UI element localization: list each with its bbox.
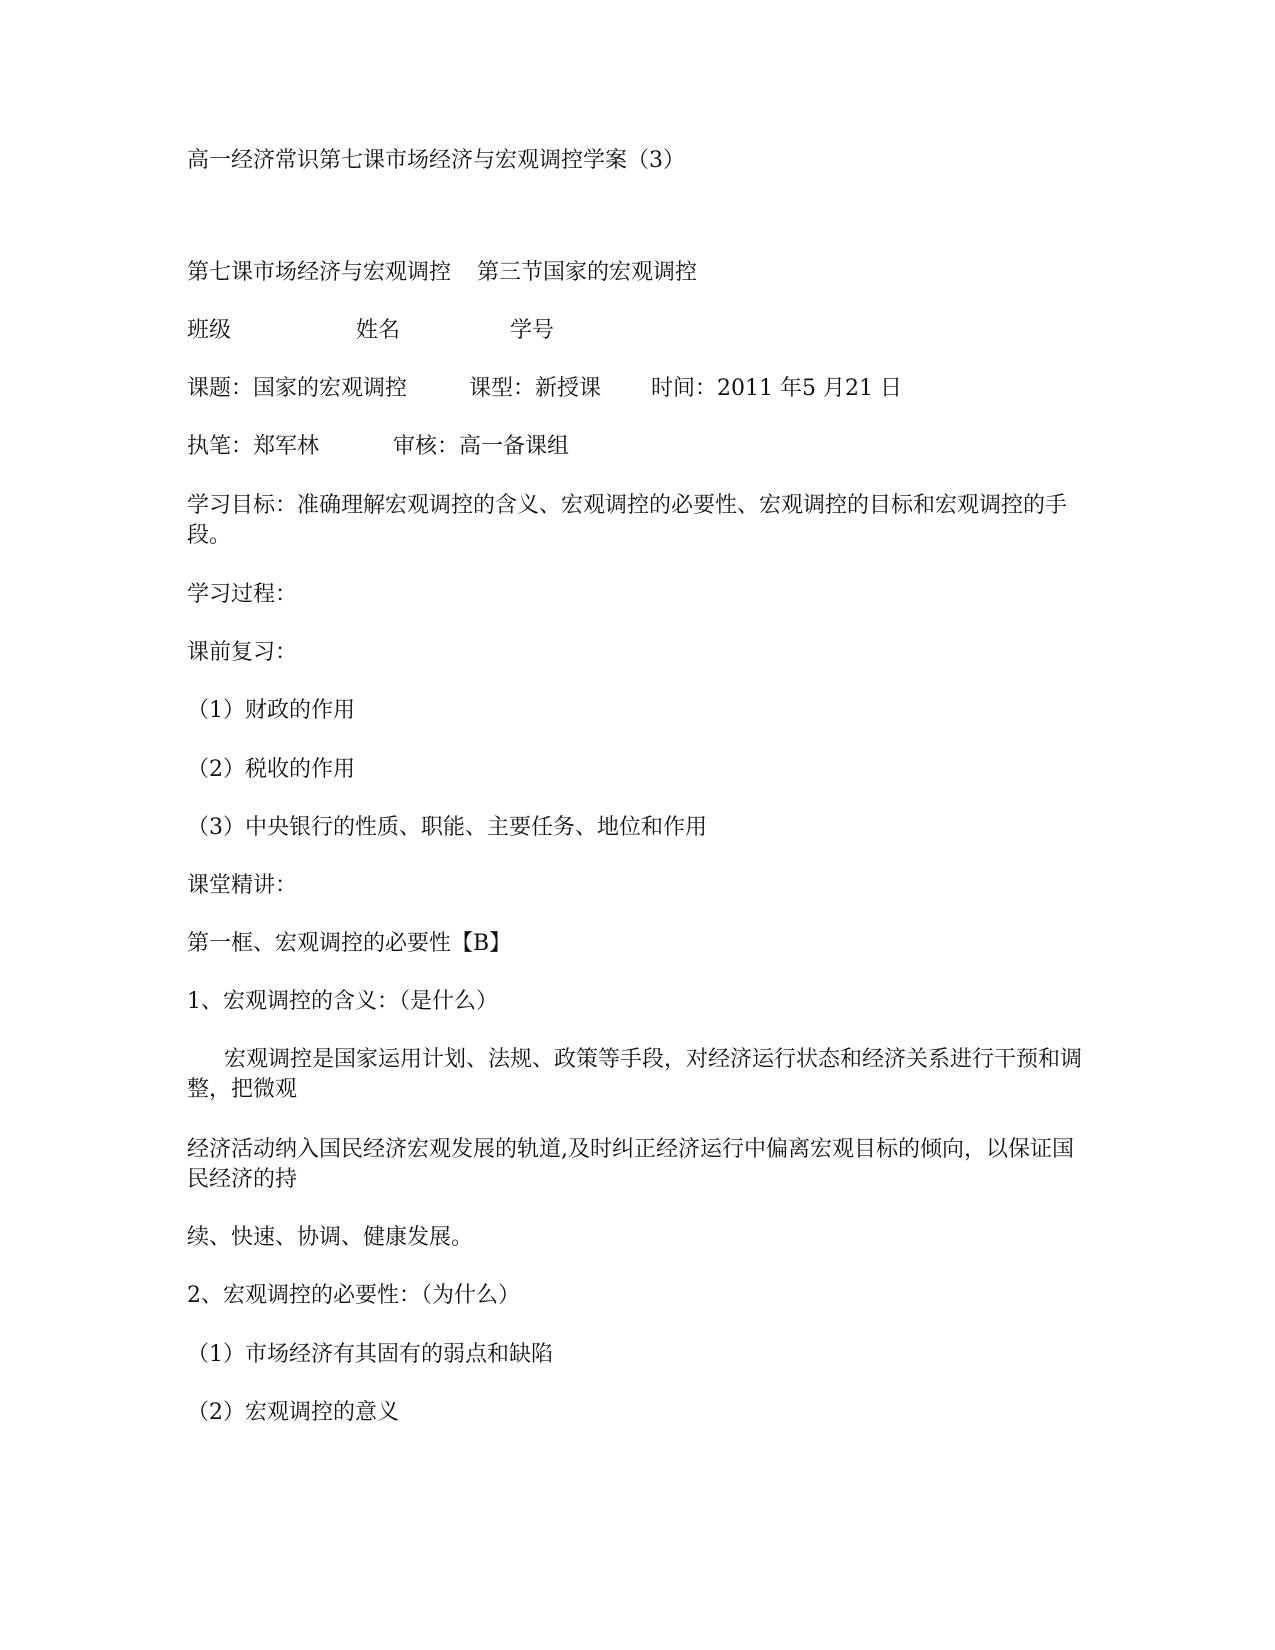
lecture-label: 课堂精讲： [187,873,298,898]
point2-title: 2、宏观调控的必要性：（为什么） [187,1283,520,1308]
review-item: （2）税收的作用 [187,757,355,782]
authors-line [187,432,569,462]
student-number-label: 学号 [510,318,555,343]
section-heading [187,258,697,288]
document-title: 高一经济常识第七课市场经济与宏观调控学案（3） [187,148,685,173]
student-info-line [187,316,554,346]
lesson-info-line [187,374,902,404]
review-label: 课前复习： [187,640,298,665]
lesson-topic: 课题：国家的宏观调控 [187,376,408,401]
lesson-time: 时间：2011 年5 月21 日 [651,376,902,401]
definition-paragraph-c: 续、快速、协调、健康发展。 [187,1225,474,1250]
frame1-title: 第一框、宏观调控的必要性【B】 [187,931,512,956]
review-item: （1）财政的作用 [187,698,355,723]
definition-paragraph-a: 宏观调控是国家运用计划、法规、政策等手段，对经济运行状态和经济关系进行干预和调整，把微观 [187,1047,1083,1102]
review-item: （3）中央银行的性质、职能、主要任务、地位和作用 [187,815,707,840]
learning-goals: 学习目标：准确理解宏观调控的含义、宏观调控的必要性、宏观调控的目标和宏观调控的手段。 [187,493,1068,548]
definition-paragraph-b: 经济活动纳入国民经济宏观发展的轨道,及时纠正经济运行中偏离宏观目标的倾向，以保证国民经济的持 [187,1137,1074,1192]
reviewer: 审核：高一备课组 [393,434,570,459]
name-label: 姓名 [356,318,401,343]
section-subheading: 第三节国家的宏观调控 [477,260,698,285]
necessity-item: （1）市场经济有其固有的弱点和缺陷 [187,1342,553,1367]
writer: 执笔：郑军林 [187,434,320,459]
lesson-type: 课型：新授课 [469,376,602,401]
learning-process-label: 学习过程： [187,582,298,607]
class-label: 班级 [187,318,232,343]
point1-title: 1、宏观调控的含义：（是什么） [187,989,498,1014]
necessity-item: （2）宏观调控的意义 [187,1400,399,1425]
lesson-heading: 第七课市场经济与宏观调控 [187,260,452,285]
